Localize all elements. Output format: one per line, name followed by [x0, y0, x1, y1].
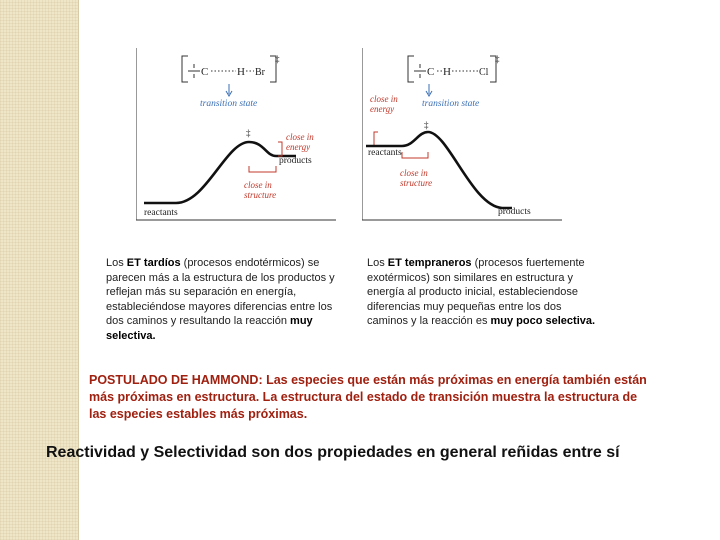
atom-x: Br [255, 67, 265, 78]
atom-h: H [443, 66, 451, 78]
ts-marker-curve: ‡ [246, 128, 251, 138]
products-label: products [279, 156, 312, 166]
caption-early-ts [367, 256, 599, 329]
energy-diagram-late-ts [136, 48, 346, 228]
close-in-energy-label: close in energy [370, 94, 398, 114]
atom-c: C [201, 66, 209, 78]
ts-marker-curve: ‡ [424, 120, 429, 130]
ts-double-dagger: ‡ [495, 54, 500, 64]
caption-text: Los [367, 257, 388, 269]
atom-x: Cl [479, 67, 489, 78]
caption-bold-term: ET tempraneros [387, 257, 472, 269]
footer-statement: Reactividad y Selectividad son dos propiedades en general reñidas entre sí [46, 444, 620, 461]
transition-state-label: transition state [422, 99, 480, 109]
caption-text: Los [106, 257, 127, 269]
caption-text: (procesos fuertemente exotérmicos) son similares en estructura y energía al producto inicial, estableciendose diferencias muy pequeñas entre los dos caminos y la reacción es [367, 257, 585, 327]
transition-state-label: transition state [200, 99, 258, 109]
caption-text: (procesos endotérmicos) se parecen más a la estructura de los productos y reflejan más su separación en energía, estableciéndose mayores diferencias entre los dos caminos y resultando la reacción [106, 257, 335, 327]
caption-bold-conclusion: muy poco selectiva. [490, 315, 596, 327]
reactants-label: reactants [144, 208, 178, 218]
caption-bold-term: ET tardíos [126, 257, 181, 269]
atom-h: H [237, 66, 245, 78]
caption-late-ts [106, 256, 338, 343]
ts-molecule [182, 54, 280, 82]
hammond-postulate: POSTULADO DE HAMMOND: Las especies que están más próximas en energía también están más próximas en estructura. La estructura del estado de transición muestra la estructura de las especies estables más próximas. [89, 373, 647, 421]
products-label: products [498, 207, 531, 217]
atom-c: C [427, 66, 435, 78]
close-in-structure-label: close in structure [400, 168, 433, 188]
ts-double-dagger: ‡ [275, 54, 280, 64]
caption-bold-conclusion: muy selectiva. [106, 315, 313, 342]
reactants-label: reactants [368, 148, 402, 158]
energy-diagram-early-ts [362, 48, 572, 228]
close-in-energy-label: close in energy [286, 132, 314, 152]
ts-molecule [408, 54, 500, 82]
close-in-structure-label: close in structure [244, 180, 277, 200]
